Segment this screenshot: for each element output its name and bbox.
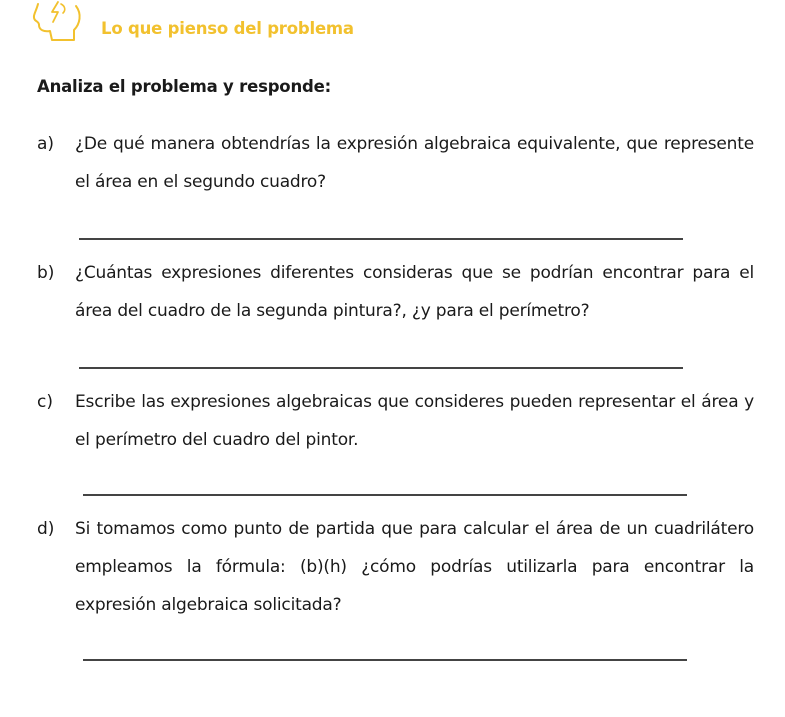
- question-letter: a): [37, 134, 55, 154]
- question-d: [37, 510, 754, 624]
- question-letter: c): [37, 392, 53, 412]
- question-a: [37, 125, 754, 201]
- question-text: ¿Cuántas expresiones diferentes consideras que se podrían encontrar para el área del cuadro de la segunda pintura?, ¿y para el perímetro?: [75, 263, 754, 321]
- question-letter: b): [37, 263, 55, 283]
- question-text: ¿De qué manera obtendrías la expresión algebraica equivalente, que represente el área en el segundo cuadro?: [75, 134, 754, 192]
- answer-line-b[interactable]: [79, 367, 683, 369]
- section-title: Lo que pienso del problema: [101, 19, 354, 38]
- answer-line-c[interactable]: [83, 494, 687, 496]
- answer-line-a[interactable]: [79, 238, 683, 240]
- question-c: [37, 383, 754, 459]
- instructions-heading: Analiza el problema y responde:: [37, 77, 331, 96]
- question-letter: d): [37, 519, 55, 539]
- header-icon: [30, 0, 82, 44]
- question-text: Escribe las expresiones algebraicas que consideres pueden representar el área y el perímetro del cuadro del pintor.: [75, 392, 754, 450]
- head-thinking-icon: [30, 0, 82, 44]
- answer-line-d[interactable]: [83, 659, 687, 661]
- question-text: Si tomamos como punto de partida que para calcular el área de un cuadrilátero empleamos la fórmula: (b)(h) ¿cómo podrías utilizarla para encontrar la expresión algebraica solicitada?: [75, 519, 754, 615]
- question-b: [37, 254, 754, 330]
